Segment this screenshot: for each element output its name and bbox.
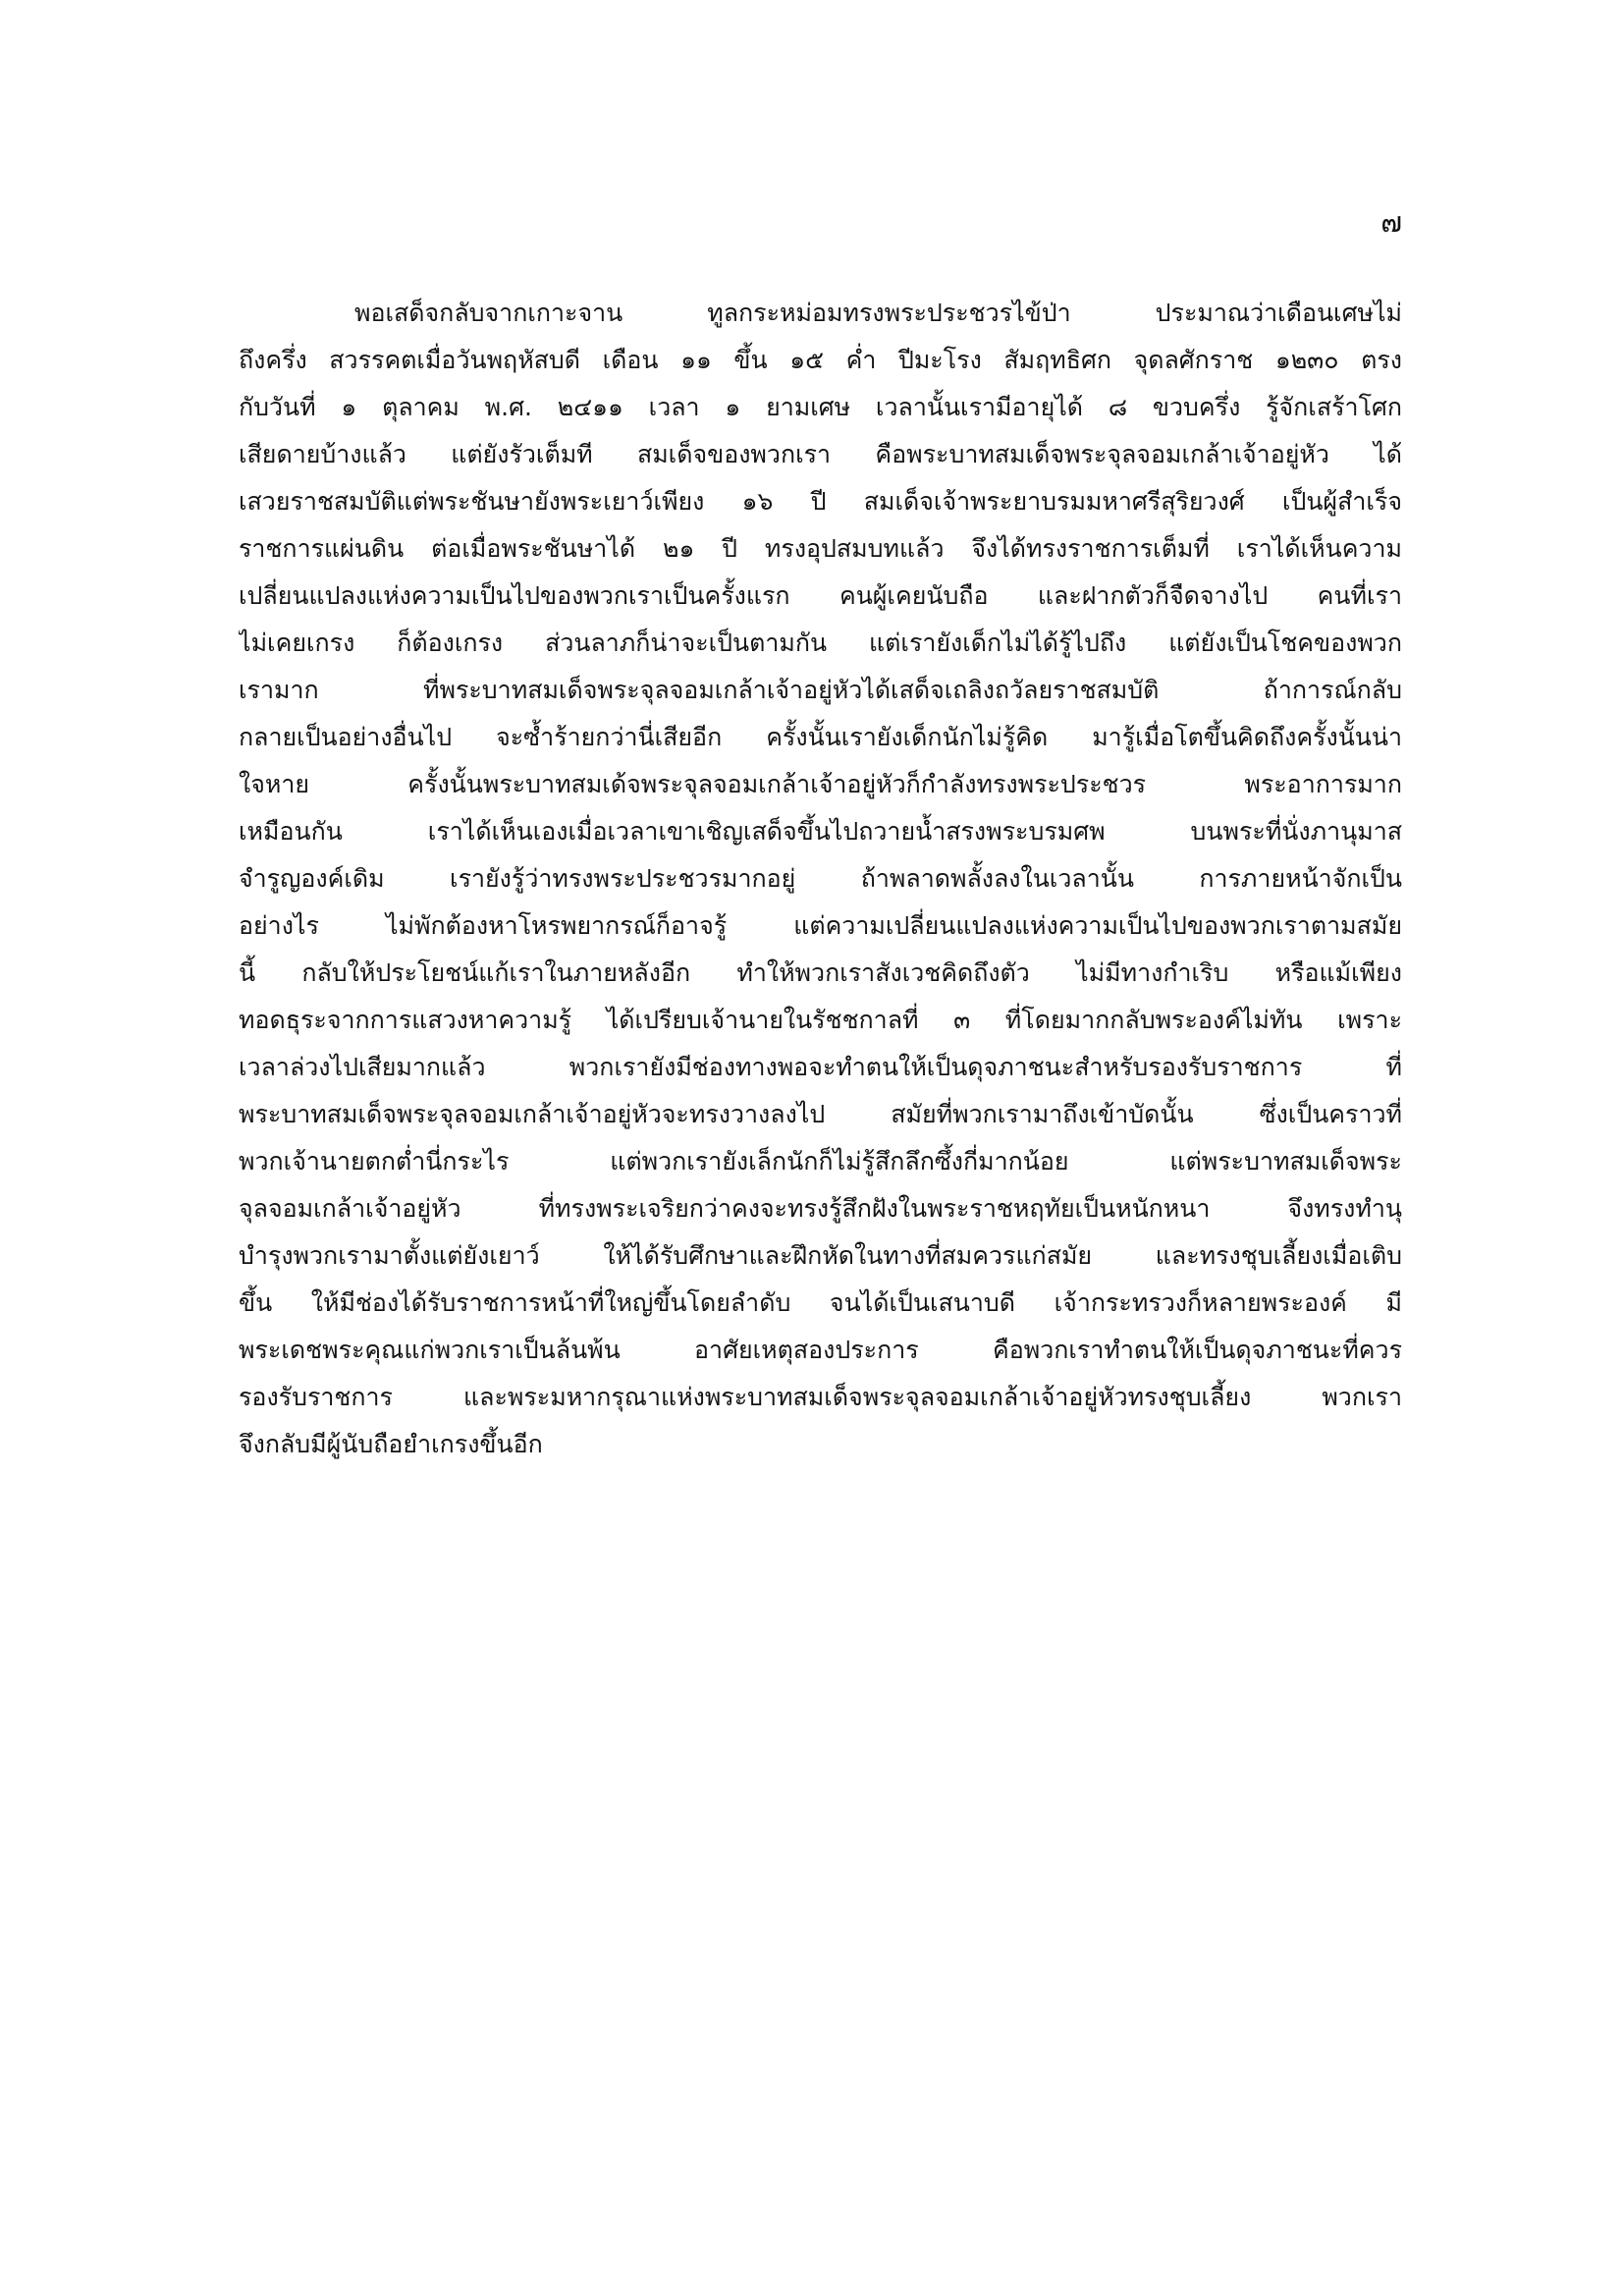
paragraph-line: เวลาล่วงไปเสียมากแล้ว พวกเรายังมีช่องทางพอจะทำตนให้เป็นดุจภาชนะสำหรับรองรับราชการ ที่ (239, 1053, 1402, 1081)
paragraph-line: ไม่เคยเกรง ก็ต้องเกรง ส่วนลาภก็น่าจะเป็นตามกัน แต่เรายังเด็กไม่ได้รู้ไปถึง แต่ยังเป็นโชคของพวก (239, 629, 1402, 657)
paragraph-line: พอเสด็จกลับจากเกาะจาน ทูลกระหม่อมทรงพระประชวรไข้ป่า ประมาณว่าเดือนเศษไม่ (354, 299, 1402, 327)
paragraph-line: ทอดธุระจากการแสวงหาความรู้ ได้เปรียบเจ้านายในรัชชกาลที่ ๓ ที่โดยมากกลับพระองค์ไม่ทัน เพราะ (239, 1006, 1402, 1034)
paragraph-line: เปลี่ยนแปลงแห่งความเป็นไปของพวกเราเป็นครั้งแรก คนผู้เคยนับถือ และฝากตัวก็จืดจางไป คนที่เรา (239, 581, 1402, 610)
paragraph-line: จุลจอมเกล้าเจ้าอยู่หัว ที่ทรงพระเจริยกว่าคงจะทรงรู้สึกฝังในพระราชหฤทัยเป็นหนักหนา จึงทรงทำนุ (239, 1194, 1402, 1223)
paragraph-line: บำรุงพวกเรามาตั้งแต่ยังเยาว์ ให้ได้รับศึกษาและฝึกหัดในทางที่สมควรแก่สมัย และทรงชุบเลี้ยงเมื่อเติบ (239, 1241, 1402, 1270)
paragraph-line: อย่างไร ไม่พักต้องหาโหรพยากรณ์ก็อาจรู้ แต่ความเปลี่ยนแปลงแห่งความเป็นไปของพวกเราตามสมัย (239, 911, 1402, 940)
paragraph-line: พระบาทสมเด็จพระจุลจอมเกล้าเจ้าอยู่หัวจะทรงวางลงไป สมัยที่พวกเรามาถึงเข้าบัดนั้น ซึ่งเป็นคราวที่ (239, 1100, 1402, 1128)
paragraph-line: เรามาก ที่พระบาทสมเด็จพระจุลจอมเกล้าเจ้าอยู่หัวได้เสด็จเถลิงถวัลยราชสมบัติ ถ้าการณ์กลับ (239, 676, 1402, 704)
page-number: ๗ (1380, 205, 1402, 239)
paragraph-line: ราชการแผ่นดิน ต่อเมื่อพระชันษาได้ ๒๑ ปี ทรงอุปสมบทแล้ว จึงได้ทรงราชการเต็มที่ เราได้เห็นความ (239, 534, 1402, 563)
paragraph-line: เสียดายบ้างแล้ว แต่ยังรัวเต็มที สมเด็จของพวกเรา คือพระบาทสมเด็จพระจุลจอมเกล้าเจ้าอยู่หัว ได้ (239, 440, 1402, 468)
paragraph-line: จึงกลับมีผู้นับถือยำเกรงขึ้นอีก (239, 1430, 543, 1458)
paragraph-line: เหมือนกัน เราได้เห็นเองเมื่อเวลาเขาเชิญเสด็จขึ้นไปถวายน้ำสรงพระบรมศพ บนพระที่นั่งภานุมาส (239, 817, 1402, 846)
paragraph-line: จำรูญองค์เดิม เรายังรู้ว่าทรงพระประชวรมากอยู่ ถ้าพลาดพลั้งลงในเวลานั้น การภายหน้าจักเป็น (239, 864, 1402, 893)
paragraph-line: กลายเป็นอย่างอื่นไป จะซ้ำร้ายกว่านี่เสียอีก ครั้งนั้นเรายังเด็กนักไม่รู้คิด มารู้เมื่อโตขึ้นคิดถึงครั้งนั้นน่า (239, 723, 1402, 751)
body-paragraph (239, 290, 1402, 1468)
paragraph-line: กับวันที่ ๑ ตุลาคม พ.ศ. ๒๔๑๑ เวลา ๑ ยามเศษ เวลานั้นเรามีอายุได้ ๘ ขวบครึ่ง รู้จักเสร้าโศก (239, 393, 1402, 421)
paragraph-line: พวกเจ้านายตกต่ำนี่กระไร แต่พวกเรายังเล็กนักก็ไม่รู้สึกลึกซึ้งกี่มากน้อย แต่พระบาทสมเด็จพระ (239, 1147, 1402, 1175)
paragraph-line: ขึ้น ให้มีช่องได้รับราชการหน้าที่ใหญ่ขึ้นโดยลำดับ จนได้เป็นเสนาบดี เจ้ากระทรวงก็หลายพระองค์ มี (239, 1288, 1402, 1317)
paragraph-line: นี้ กลับให้ประโยชน์แก้เราในภายหลังอีก ทำให้พวกเราสังเวชคิดถึงตัว ไม่มีทางกำเริบ หรือแม้เพียง (239, 958, 1402, 987)
paragraph-line: เสวยราชสมบัติแต่พระชันษายังพระเยาว์เพียง ๑๖ ปี สมเด็จเจ้าพระยาบรมมหาศรีสุริยวงศ์ เป็นผู้สำเร็จ (239, 487, 1402, 516)
paragraph-line: รองรับราชการ และพระมหากรุณาแห่งพระบาทสมเด็จพระจุลจอมเกล้าเจ้าอยู่หัวทรงชุบเลี้ยง พวกเรา (239, 1383, 1402, 1411)
paragraph-line: ถึงครึ่ง สวรรคตเมื่อวันพฤหัสบดี เดือน ๑๑ ขึ้น ๑๕ ค่ำ ปีมะโรง สัมฤทธิศก จุดลศักราช ๑๒๓๐ ตรง (239, 346, 1402, 374)
paragraph-line: ใจหาย ครั้งนั้นพระบาทสมเด้จพระจุลจอมเกล้าเจ้าอยู่หัวก็กำลังทรงพระประชวร พระอาการมาก (239, 770, 1402, 798)
paragraph-line: พระเดชพระคุณแก่พวกเราเป็นล้นพ้น อาศัยเหตุสองประการ คือพวกเราทำตนให้เป็นดุจภาชนะที่ควร (239, 1336, 1402, 1364)
